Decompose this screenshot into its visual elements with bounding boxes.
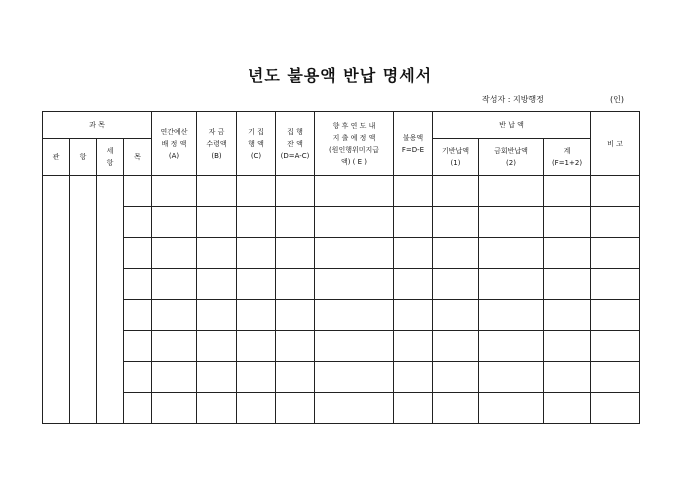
future-cell[interactable] xyxy=(315,238,394,269)
return-total-cell[interactable] xyxy=(544,362,591,393)
future-cell[interactable] xyxy=(315,176,394,207)
table-row xyxy=(43,331,640,362)
hang-header: 항 xyxy=(70,139,97,176)
expended-cell[interactable] xyxy=(237,362,276,393)
balance-cell[interactable] xyxy=(276,393,315,424)
balance-cell[interactable] xyxy=(276,238,315,269)
current-return-cell[interactable] xyxy=(479,238,544,269)
current-return-cell[interactable] xyxy=(479,362,544,393)
unused-header: 불용액 F=D-E xyxy=(394,112,433,176)
unused-cell[interactable] xyxy=(394,331,433,362)
existing-return-cell[interactable] xyxy=(433,176,479,207)
table-row xyxy=(43,300,640,331)
funds-cell[interactable] xyxy=(197,269,237,300)
existing-return-cell[interactable] xyxy=(433,331,479,362)
balance-cell[interactable] xyxy=(276,331,315,362)
unused-cell[interactable] xyxy=(394,362,433,393)
funds-cell[interactable] xyxy=(197,331,237,362)
remarks-cell[interactable] xyxy=(591,269,640,300)
remarks-cell[interactable] xyxy=(591,362,640,393)
table-row xyxy=(43,393,640,424)
funds-cell[interactable] xyxy=(197,207,237,238)
budget-cell[interactable] xyxy=(152,331,197,362)
existing-return-cell[interactable] xyxy=(433,207,479,238)
balance-header: 집 행 잔 액 (D=A-C) xyxy=(276,112,315,176)
document-title: 년도 불용액 반납 명세서 xyxy=(247,66,433,85)
budget-cell[interactable] xyxy=(152,207,197,238)
mok-cell[interactable] xyxy=(124,331,152,362)
table-row xyxy=(43,207,640,238)
mok-cell[interactable] xyxy=(124,207,152,238)
remarks-cell[interactable] xyxy=(591,300,640,331)
future-cell[interactable] xyxy=(315,393,394,424)
return-total-cell[interactable] xyxy=(544,269,591,300)
existing-return-cell[interactable] xyxy=(433,393,479,424)
funds-cell[interactable] xyxy=(197,362,237,393)
remarks-cell[interactable] xyxy=(591,207,640,238)
funds-received-header: 자 금 수령액 (B) xyxy=(197,112,237,176)
expended-cell[interactable] xyxy=(237,331,276,362)
remarks-cell[interactable] xyxy=(591,238,640,269)
unused-cell[interactable] xyxy=(394,176,433,207)
table-row xyxy=(43,269,640,300)
return-total-cell[interactable] xyxy=(544,176,591,207)
current-return-cell[interactable] xyxy=(479,331,544,362)
remarks-cell[interactable] xyxy=(591,331,640,362)
unused-cell[interactable] xyxy=(394,269,433,300)
existing-return-cell[interactable] xyxy=(433,269,479,300)
mok-cell[interactable] xyxy=(124,176,152,207)
mok-header: 목 xyxy=(124,139,152,176)
current-return-cell[interactable] xyxy=(479,207,544,238)
expended-header: 기 집 행 액 (C) xyxy=(237,112,276,176)
future-cell[interactable] xyxy=(315,207,394,238)
unused-cell[interactable] xyxy=(394,207,433,238)
balance-cell[interactable] xyxy=(276,207,315,238)
current-return-cell[interactable] xyxy=(479,393,544,424)
gwan-cell[interactable] xyxy=(43,176,70,424)
gwan-header: 관 xyxy=(43,139,70,176)
future-cell[interactable] xyxy=(315,300,394,331)
current-return-header: 금회반납액 (2) xyxy=(479,139,544,176)
mok-cell[interactable] xyxy=(124,300,152,331)
current-return-cell[interactable] xyxy=(479,176,544,207)
budget-cell[interactable] xyxy=(152,393,197,424)
balance-cell[interactable] xyxy=(276,269,315,300)
return-statement-table xyxy=(42,111,640,424)
budget-cell[interactable] xyxy=(152,362,197,393)
expended-cell[interactable] xyxy=(237,393,276,424)
budget-header: 연간예산 배 정 액 (A) xyxy=(152,112,197,176)
budget-cell[interactable] xyxy=(152,238,197,269)
existing-return-header: 기반납액 (1) xyxy=(433,139,479,176)
se-hang-header: 세 항 xyxy=(97,139,124,176)
balance-cell[interactable] xyxy=(276,176,315,207)
return-total-cell[interactable] xyxy=(544,238,591,269)
future-expense-header: 향 후 연 도 내 지 출 예 정 액 (원인행위미지급 액) ( E ) xyxy=(315,112,394,176)
expended-cell[interactable] xyxy=(237,207,276,238)
future-cell[interactable] xyxy=(315,269,394,300)
expended-cell[interactable] xyxy=(237,269,276,300)
expended-cell[interactable] xyxy=(237,238,276,269)
balance-cell[interactable] xyxy=(276,362,315,393)
return-amount-header: 반 납 액 xyxy=(433,112,591,139)
hang-cell[interactable] xyxy=(70,176,97,424)
header-row-1 xyxy=(43,112,640,139)
mok-cell[interactable] xyxy=(124,362,152,393)
funds-cell[interactable] xyxy=(197,393,237,424)
remarks-cell[interactable] xyxy=(591,176,640,207)
return-total-cell[interactable] xyxy=(544,331,591,362)
return-total-header: 계 (F=1+2) xyxy=(544,139,591,176)
return-total-cell[interactable] xyxy=(544,207,591,238)
author-label: 작성자 : 지방행정 xyxy=(482,95,544,104)
mok-cell[interactable] xyxy=(124,393,152,424)
unused-cell[interactable] xyxy=(394,300,433,331)
budget-cell[interactable] xyxy=(152,269,197,300)
existing-return-cell[interactable] xyxy=(433,300,479,331)
current-return-cell[interactable] xyxy=(479,269,544,300)
table-row xyxy=(43,176,640,207)
table-row xyxy=(43,362,640,393)
balance-cell[interactable] xyxy=(276,300,315,331)
return-total-cell[interactable] xyxy=(544,393,591,424)
unused-cell[interactable] xyxy=(394,238,433,269)
future-cell[interactable] xyxy=(315,362,394,393)
expended-cell[interactable] xyxy=(237,176,276,207)
remarks-cell[interactable] xyxy=(591,393,640,424)
funds-cell[interactable] xyxy=(197,238,237,269)
expended-cell[interactable] xyxy=(237,300,276,331)
funds-cell[interactable] xyxy=(197,300,237,331)
mok-cell[interactable] xyxy=(124,269,152,300)
seal-label: (인) xyxy=(610,95,624,104)
current-return-cell[interactable] xyxy=(479,300,544,331)
se-hang-cell[interactable] xyxy=(97,176,124,424)
return-total-cell[interactable] xyxy=(544,300,591,331)
existing-return-cell[interactable] xyxy=(433,238,479,269)
mok-cell[interactable] xyxy=(124,238,152,269)
future-cell[interactable] xyxy=(315,331,394,362)
table-row xyxy=(43,238,640,269)
budget-cell[interactable] xyxy=(152,300,197,331)
remarks-header: 비 고 xyxy=(591,112,640,176)
unused-cell[interactable] xyxy=(394,393,433,424)
subject-header: 과 목 xyxy=(43,112,152,139)
funds-cell[interactable] xyxy=(197,176,237,207)
budget-cell[interactable] xyxy=(152,176,197,207)
existing-return-cell[interactable] xyxy=(433,362,479,393)
